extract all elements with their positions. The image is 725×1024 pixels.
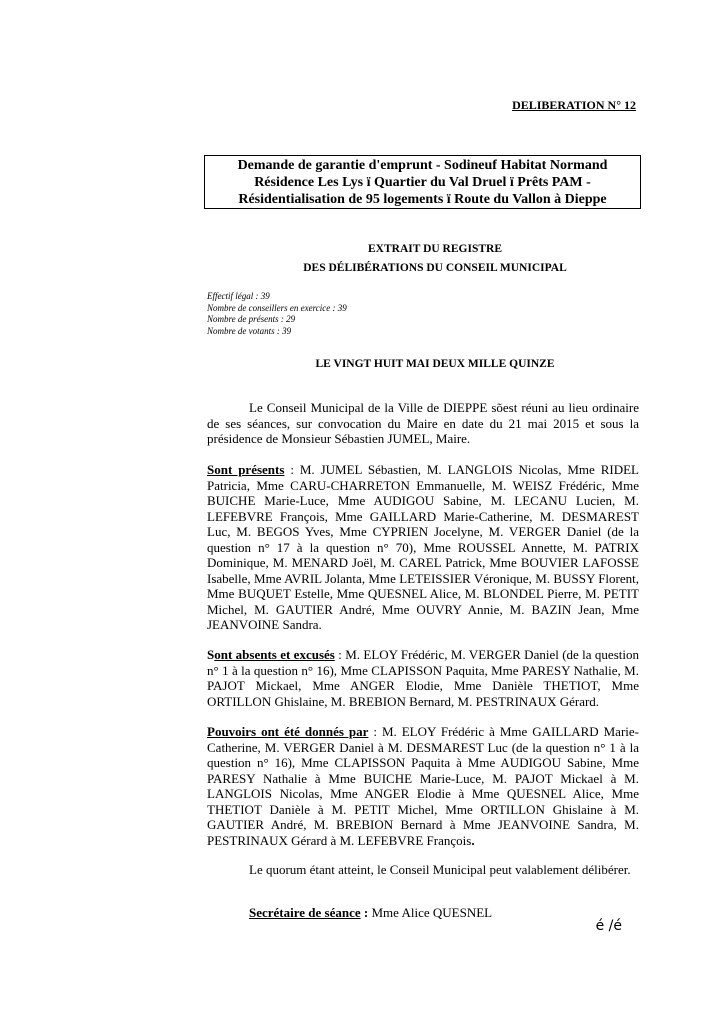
- stat-votants: Nombre de votants : 39: [207, 325, 292, 336]
- secretaire-line: [249, 905, 492, 921]
- quorum-statement: Le quorum étant atteint, le Conseil Municipal peut valablement délibérer.: [249, 862, 631, 877]
- page-number: é /é: [595, 918, 622, 934]
- extrait-heading: [200, 240, 670, 278]
- absents-list: M. ELOY Frédéric, M. VERGER Daniel (de la question n° 1 à la question n° 16), Mme CLAPISSON Paquita, Mme PARESY Nathalie, M. PAJOT Mickael, Mme ANGER Elodie, Mme Danièle THETIOT, Mme ORTILLON Ghislaine, M. BREBION Bernard, M. PESTRINAUX Gérard.: [207, 647, 639, 709]
- title-line-3: Résidentialisation de 95 logements ï Route du Vallon à Dieppe: [238, 192, 607, 207]
- title-line-2: Résidence Les Lys ï Quartier du Val Druel ï Prêts PAM -: [254, 175, 591, 190]
- absents-label-first: S: [207, 647, 215, 662]
- presents-paragraph: [207, 462, 639, 633]
- secretaire-name: Mme Alice QUESNEL: [371, 905, 493, 920]
- meeting-date: LE VINGT HUIT MAI DEUX MILLE QUINZE: [315, 358, 555, 370]
- stat-presents: Nombre de présents : 29: [207, 314, 296, 324]
- council-stats: [207, 291, 347, 337]
- stat-effectif: Effectif légal : 39: [207, 291, 270, 301]
- absents-label-rest: ont absents et excusés: [214, 647, 335, 662]
- extrait-line-1: EXTRAIT DU REGISTRE: [368, 243, 502, 255]
- pouvoirs-end: .: [471, 832, 475, 848]
- absents-paragraph: [207, 647, 639, 709]
- title-line-1: Demande de garantie d'emprunt - Sodineuf Habitat Normand: [237, 158, 608, 173]
- intro-paragraph: Le Conseil Municipal de la Ville de DIEPPE sõest réuni au lieu ordinaire de ses séances, sur convocation du Maire en date du 21 mai 2015 et sous la présidence de Monsieur Sébastien JUMEL, Maire.: [207, 400, 639, 446]
- presents-sep: :: [284, 462, 300, 477]
- title-box: [204, 155, 641, 209]
- presents-list: M. JUMEL Sébastien, M. LANGLOIS Nicolas, Mme RIDEL Patricia, Mme CARU-CHARRETON Emmanuelle, M. WEISZ Frédéric, Mme BUICHE Marie-Luce, Mme AUDIGOU Sabine, M. LECANU Lucien, M. LEFEBVRE François, Mme GAILLARD Marie-Catherine, M. DESMAREST Luc, M. BEGOS Yves, Mme CYPRIEN Jocelyne, M. VERGER Daniel (de la question n° 17 à la question n° 70), Mme ROUSSEL Annette, M. PATRIX Dominique, M. MENARD Joël, M. CAREL Patrick, Mme BOUVIER LAFOSSE Isabelle, Mme AVRIL Jolanta, Mme LETEISSIER Véronique, M. BUSSY Florent, Mme BUQUET Estelle, Mme QUESNEL Alice, M. BLONDEL Pierre, M. PETIT Michel, M. GAUTIER André, Mme OUVRY Annie, M. BAZIN Jean, Mme JEANVOINE Sandra.: [207, 462, 639, 632]
- secretaire-label: Secrétaire de séance: [249, 905, 361, 920]
- pouvoirs-sep: :: [368, 724, 382, 739]
- deliberation-number: DELIBERATION N° 12: [512, 98, 636, 112]
- presents-label: Sont présents: [207, 462, 285, 477]
- secretaire-sep: :: [360, 905, 372, 920]
- absents-sep: :: [334, 647, 346, 662]
- absents-label: [207, 647, 335, 662]
- stat-exercice: Nombre de conseillers en exercice : 39: [207, 302, 347, 313]
- pouvoirs-paragraph: [207, 724, 639, 848]
- pouvoirs-list: M. ELOY Frédéric à Mme GAILLARD Marie-Catherine, M. VERGER Daniel à M. DESMAREST Luc (de la question n° 1 à la question n° 16), Mme CLAPISSON Paquita à Mme AUDIGOU Sabine, Mme PARESY Nathalie à Mme BUICHE Marie-Luce, M. PAJOT Mickael à M. LANGLOIS Nicolas, Mme ANGER Elodie à Mme QUESNEL Alice, Mme THETIOT Danièle à M. PETIT Michel, Mme ORTILLON Ghislaine à M. GAUTIER André, M. BREBION Bernard à Mme JEANVOINE Sandra, M. PESTRINAUX Gérard à M. LEFEBVRE François: [207, 724, 639, 848]
- extrait-line-2: DES DÉLIBÉRATIONS DU CONSEIL MUNICIPAL: [303, 262, 567, 274]
- pouvoirs-label: Pouvoirs ont été donnés par: [207, 724, 369, 739]
